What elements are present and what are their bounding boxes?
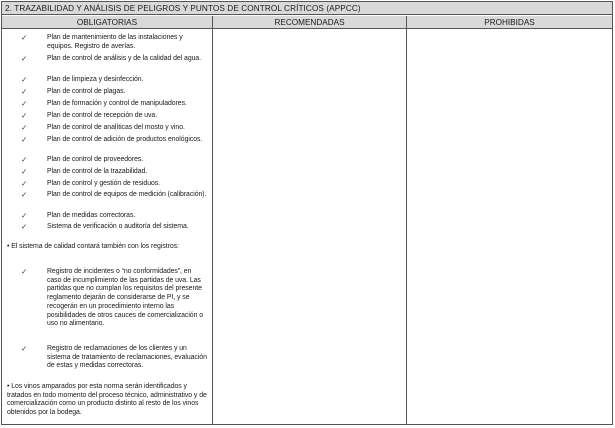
list-item-text: Plan de control de proveedores. [47,156,144,163]
check-icon: ✓ [21,344,28,353]
check-icon: ✓ [21,179,28,188]
check-icon: ✓ [21,167,28,176]
check-icon: ✓ [21,111,28,120]
check-icon: ✓ [21,222,28,231]
list-item-text: Registro de incidentes o “no conformidades”, en caso de incumplimiento de las partidas de uva. Las partidas que no cumplan los requisitos del presente reglamento dejarán de considerarse de PI, y se recogerán en un procedimiento interno las posibilidades de otros cauces de comercialización o uso no alimentario. [47,268,204,328]
column-divider [212,29,213,424]
column-header-prohibidas: PROHIBIDAS [407,16,612,29]
list-item-text: Plan de limpieza y desinfección. [47,76,144,83]
check-icon: ✓ [21,211,28,220]
list-item-text: Plan de control de recepción de uva. [47,112,158,119]
column-header-obligatorias: OBLIGATORIAS [2,16,213,29]
list-item-text: Plan de control de análisis y de la calidad del agua. [47,55,202,62]
check-icon: ✓ [21,267,28,276]
list-item-text: Registro de reclamaciones de los clientes y un sistema de tratamiento de reclamaciones, evaluación de estas y medidas correctoras. [47,345,207,370]
check-icon: ✓ [21,190,28,199]
check-icon: ✓ [21,87,28,96]
check-icon: ✓ [21,75,28,84]
appcc-table [1,1,613,425]
list-item-text: Plan de control y gestión de residuos. [47,180,161,187]
list-item-text: Plan de medidas correctoras. [47,212,136,219]
list-item-text: Plan de mantenimiento de las instalaciones y equipos. Registro de averías. [47,34,183,50]
list-item-text: Plan de formación y control de manipuladores. [47,100,187,107]
check-icon: ✓ [21,135,28,144]
list-item-text: Plan de control de plagas. [47,88,126,95]
check-icon: ✓ [21,123,28,132]
list-item-text: Plan de control de la trazabilidad. [47,168,148,175]
check-icon: ✓ [21,155,28,164]
column-header-recomendadas: RECOMENDADAS [213,16,407,29]
list-item-text: Plan de control de adición de productos enológicos. [47,136,203,143]
check-icon: ✓ [21,33,28,42]
section-title: 2. TRAZABILIDAD Y ANÁLISIS DE PELIGROS Y PUNTOS DE CONTROL CRÍTICOS (APPCC) [2,2,612,15]
list-item-text: Sistema de verificación o auditoría del sistema. [47,223,189,230]
list-item-text: Plan de control de analíticas del mosto y vino. [47,124,185,131]
column-divider [406,29,407,424]
registros-note: • El sistema de calidad contará también con los registros: [7,243,179,250]
closing-note: • Los vinos amparados por esta norma serán identificados y tratados en todo momento del proceso técnico, administrativo y de comercialización como un producto distinto al resto de los vinos obtenidos por la bodega. [7,383,207,417]
list-item-text: Plan de control de equipos de medición (calibración). [47,191,207,198]
check-icon: ✓ [21,99,28,108]
check-icon: ✓ [21,54,28,63]
